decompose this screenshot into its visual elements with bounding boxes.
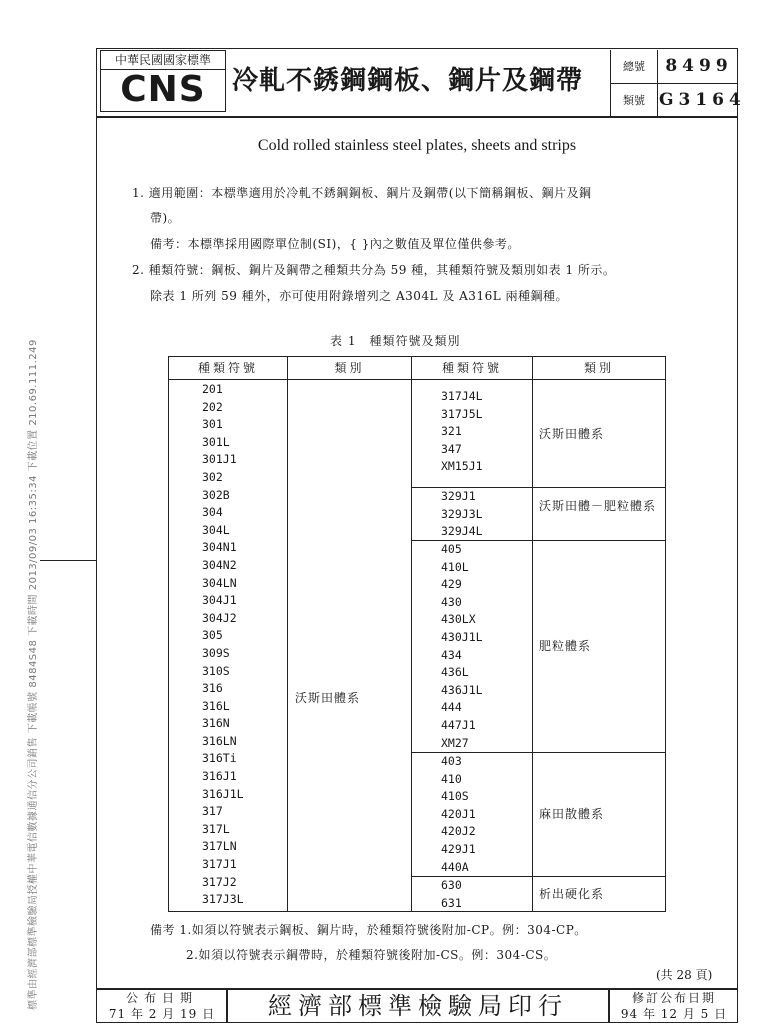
publish-date-label: 公布日期 bbox=[125, 991, 198, 1005]
types-line-2: 除表 1 所列 59 種外，亦可使用附錄增列之 A304L 及 A316L 兩種鋼種。 bbox=[150, 289, 569, 303]
type-code: 403 bbox=[441, 754, 462, 768]
total-number-row bbox=[611, 50, 738, 83]
type-code: 304LN bbox=[202, 575, 237, 590]
type-code: 304L bbox=[202, 522, 230, 537]
type-code: 301 bbox=[202, 417, 223, 432]
type-code: 436J1L bbox=[441, 682, 483, 697]
standard-org: 中華民國國家標準 bbox=[101, 51, 225, 70]
total-number-label: 總號 bbox=[611, 50, 658, 83]
download-watermark: 標準由經濟部標準檢驗局授權中華電信數據通信分公司銷售 下載帳號 8484S48 下載時間 2013/09/03 16:35:34 下載位置 210.69.111.249 bbox=[28, 339, 39, 1010]
revise-date: 94 年 12 月 5 日 bbox=[620, 1007, 728, 1021]
type-code: 316J1 bbox=[202, 769, 237, 784]
type-code: 430LX bbox=[441, 612, 476, 627]
type-code: 302 bbox=[202, 469, 223, 484]
type-code: 434 bbox=[441, 647, 462, 662]
class-number-label: 類號 bbox=[611, 84, 658, 117]
code-box bbox=[610, 50, 746, 116]
group-1-codes bbox=[441, 388, 483, 476]
type-code: 329J1 bbox=[441, 489, 476, 503]
type-code: 420J1 bbox=[441, 806, 476, 821]
group-5-category: 析出硬化系 bbox=[539, 887, 605, 901]
table-caption: 表 1 種類符號及類別 bbox=[330, 334, 461, 348]
title-zh: 冷軋不銹鋼鋼板、鋼片及鋼帶 bbox=[232, 66, 584, 96]
type-code: 317J4L bbox=[441, 389, 483, 403]
class-number-row bbox=[611, 83, 746, 117]
type-code: 316 bbox=[202, 681, 223, 696]
type-code: 410L bbox=[441, 559, 469, 574]
left-code-list bbox=[202, 381, 244, 909]
type-code: 304J2 bbox=[202, 610, 237, 625]
page-count: (共 28 頁) bbox=[656, 968, 713, 982]
type-code: 317J2 bbox=[202, 874, 237, 889]
type-code: 329J4L bbox=[441, 524, 483, 539]
total-number: 8499 bbox=[665, 56, 733, 76]
standard-box bbox=[100, 50, 226, 112]
type-code: 329J3L bbox=[441, 506, 483, 521]
type-code: 316J1L bbox=[202, 786, 244, 801]
type-code: 317J1 bbox=[202, 857, 237, 872]
group-2-category: 沃斯田體－肥粒體系 bbox=[539, 499, 657, 513]
type-code: 316LN bbox=[202, 733, 237, 748]
type-code: 304N2 bbox=[202, 557, 237, 572]
group-3-codes bbox=[441, 541, 483, 752]
col-header-symbol-2: 種類符號 bbox=[441, 361, 502, 375]
table-col-rule bbox=[532, 357, 533, 911]
type-code: 304N1 bbox=[202, 540, 237, 555]
type-code: 405 bbox=[441, 542, 462, 556]
type-code: 317J5L bbox=[441, 406, 483, 421]
type-code: 310S bbox=[202, 663, 230, 678]
footer-rule bbox=[226, 988, 228, 1023]
col-header-symbol: 種類符號 bbox=[197, 361, 258, 375]
title-en: Cold rolled stainless steel plates, sheets and strips bbox=[257, 137, 577, 154]
type-code: 410S bbox=[441, 789, 469, 804]
group-5-codes bbox=[441, 877, 462, 912]
type-code: 301L bbox=[202, 434, 230, 449]
type-code: 304J1 bbox=[202, 593, 237, 608]
type-code: 347 bbox=[441, 441, 462, 456]
type-code: 317J3L bbox=[202, 892, 244, 907]
type-code: 410 bbox=[441, 771, 462, 786]
col-header-category-2: 類別 bbox=[583, 361, 614, 375]
type-code: 430J1L bbox=[441, 629, 483, 644]
group-4-category: 麻田散體系 bbox=[539, 807, 605, 821]
type-code: 301J1 bbox=[202, 452, 237, 467]
table-header-rule bbox=[169, 379, 665, 380]
type-code: 631 bbox=[441, 895, 462, 910]
types-line-1: 2. 種類符號：鋼板、鋼片及鋼帶之種類共分為 59 種，其種類符號及類別如表 1 所示。 bbox=[132, 263, 616, 277]
type-code: 429 bbox=[441, 577, 462, 592]
type-code: 316L bbox=[202, 698, 230, 713]
margin-rule bbox=[40, 560, 97, 561]
type-code: 309S bbox=[202, 645, 230, 660]
table-col-rule bbox=[287, 357, 288, 911]
table-col-rule bbox=[411, 357, 412, 911]
scope-line-1: 1. 適用範圍：本標準適用於冷軋不銹鋼鋼板、鋼片及鋼帶(以下簡稱鋼板、鋼片及鋼 bbox=[132, 186, 592, 200]
type-code: 305 bbox=[202, 628, 223, 643]
class-number: G3164 bbox=[659, 90, 746, 110]
scope-line-2: 帶)。 bbox=[150, 211, 181, 225]
type-code: XM27 bbox=[441, 735, 469, 750]
group-3-category: 肥粒體系 bbox=[539, 639, 592, 653]
type-code: 316Ti bbox=[202, 751, 237, 766]
type-code: 302B bbox=[202, 487, 230, 502]
note-1: 備考 1.如須以符號表示鋼板、鋼片時，於種類符號後附加-CP。例：304-CP。 bbox=[150, 923, 587, 937]
col-header-category: 類別 bbox=[334, 361, 365, 375]
left-category: 沃斯田體系 bbox=[295, 691, 361, 705]
publish-date: 71 年 2 月 19 日 bbox=[108, 1007, 216, 1021]
type-code: 201 bbox=[202, 382, 223, 396]
type-table bbox=[168, 356, 666, 912]
type-code: 317 bbox=[202, 804, 223, 819]
type-code: 321 bbox=[441, 424, 462, 439]
type-code: 420J2 bbox=[441, 824, 476, 839]
type-code: 429J1 bbox=[441, 841, 476, 856]
type-code: 630 bbox=[441, 878, 462, 892]
type-code: 316N bbox=[202, 716, 230, 731]
type-code: 317LN bbox=[202, 839, 237, 854]
si-note: 備考：本標準採用國際單位制(SI)，{ }內之數值及單位僅供參考。 bbox=[150, 237, 520, 251]
type-code: 202 bbox=[202, 399, 223, 414]
revise-date-label: 修訂公布日期 bbox=[631, 991, 716, 1005]
group-4-codes bbox=[441, 753, 476, 876]
cns-logo: CNS bbox=[120, 69, 206, 110]
type-code: 436L bbox=[441, 665, 469, 680]
type-code: 317L bbox=[202, 821, 230, 836]
type-code: 430 bbox=[441, 594, 462, 609]
type-code: XM15J1 bbox=[441, 459, 483, 474]
type-code: 304 bbox=[202, 505, 223, 520]
group-2-codes bbox=[441, 488, 483, 541]
type-code: 444 bbox=[441, 700, 462, 715]
group-1-category: 沃斯田體系 bbox=[539, 427, 605, 441]
note-2: 2.如須以符號表示鋼帶時，於種類符號後附加-CS。例：304-CS。 bbox=[186, 948, 557, 962]
printer-name: 經濟部標準檢驗局印行 bbox=[268, 992, 568, 1020]
type-code: 440A bbox=[441, 859, 469, 874]
type-code: 447J1 bbox=[441, 717, 476, 732]
footer-rule bbox=[608, 988, 610, 1023]
